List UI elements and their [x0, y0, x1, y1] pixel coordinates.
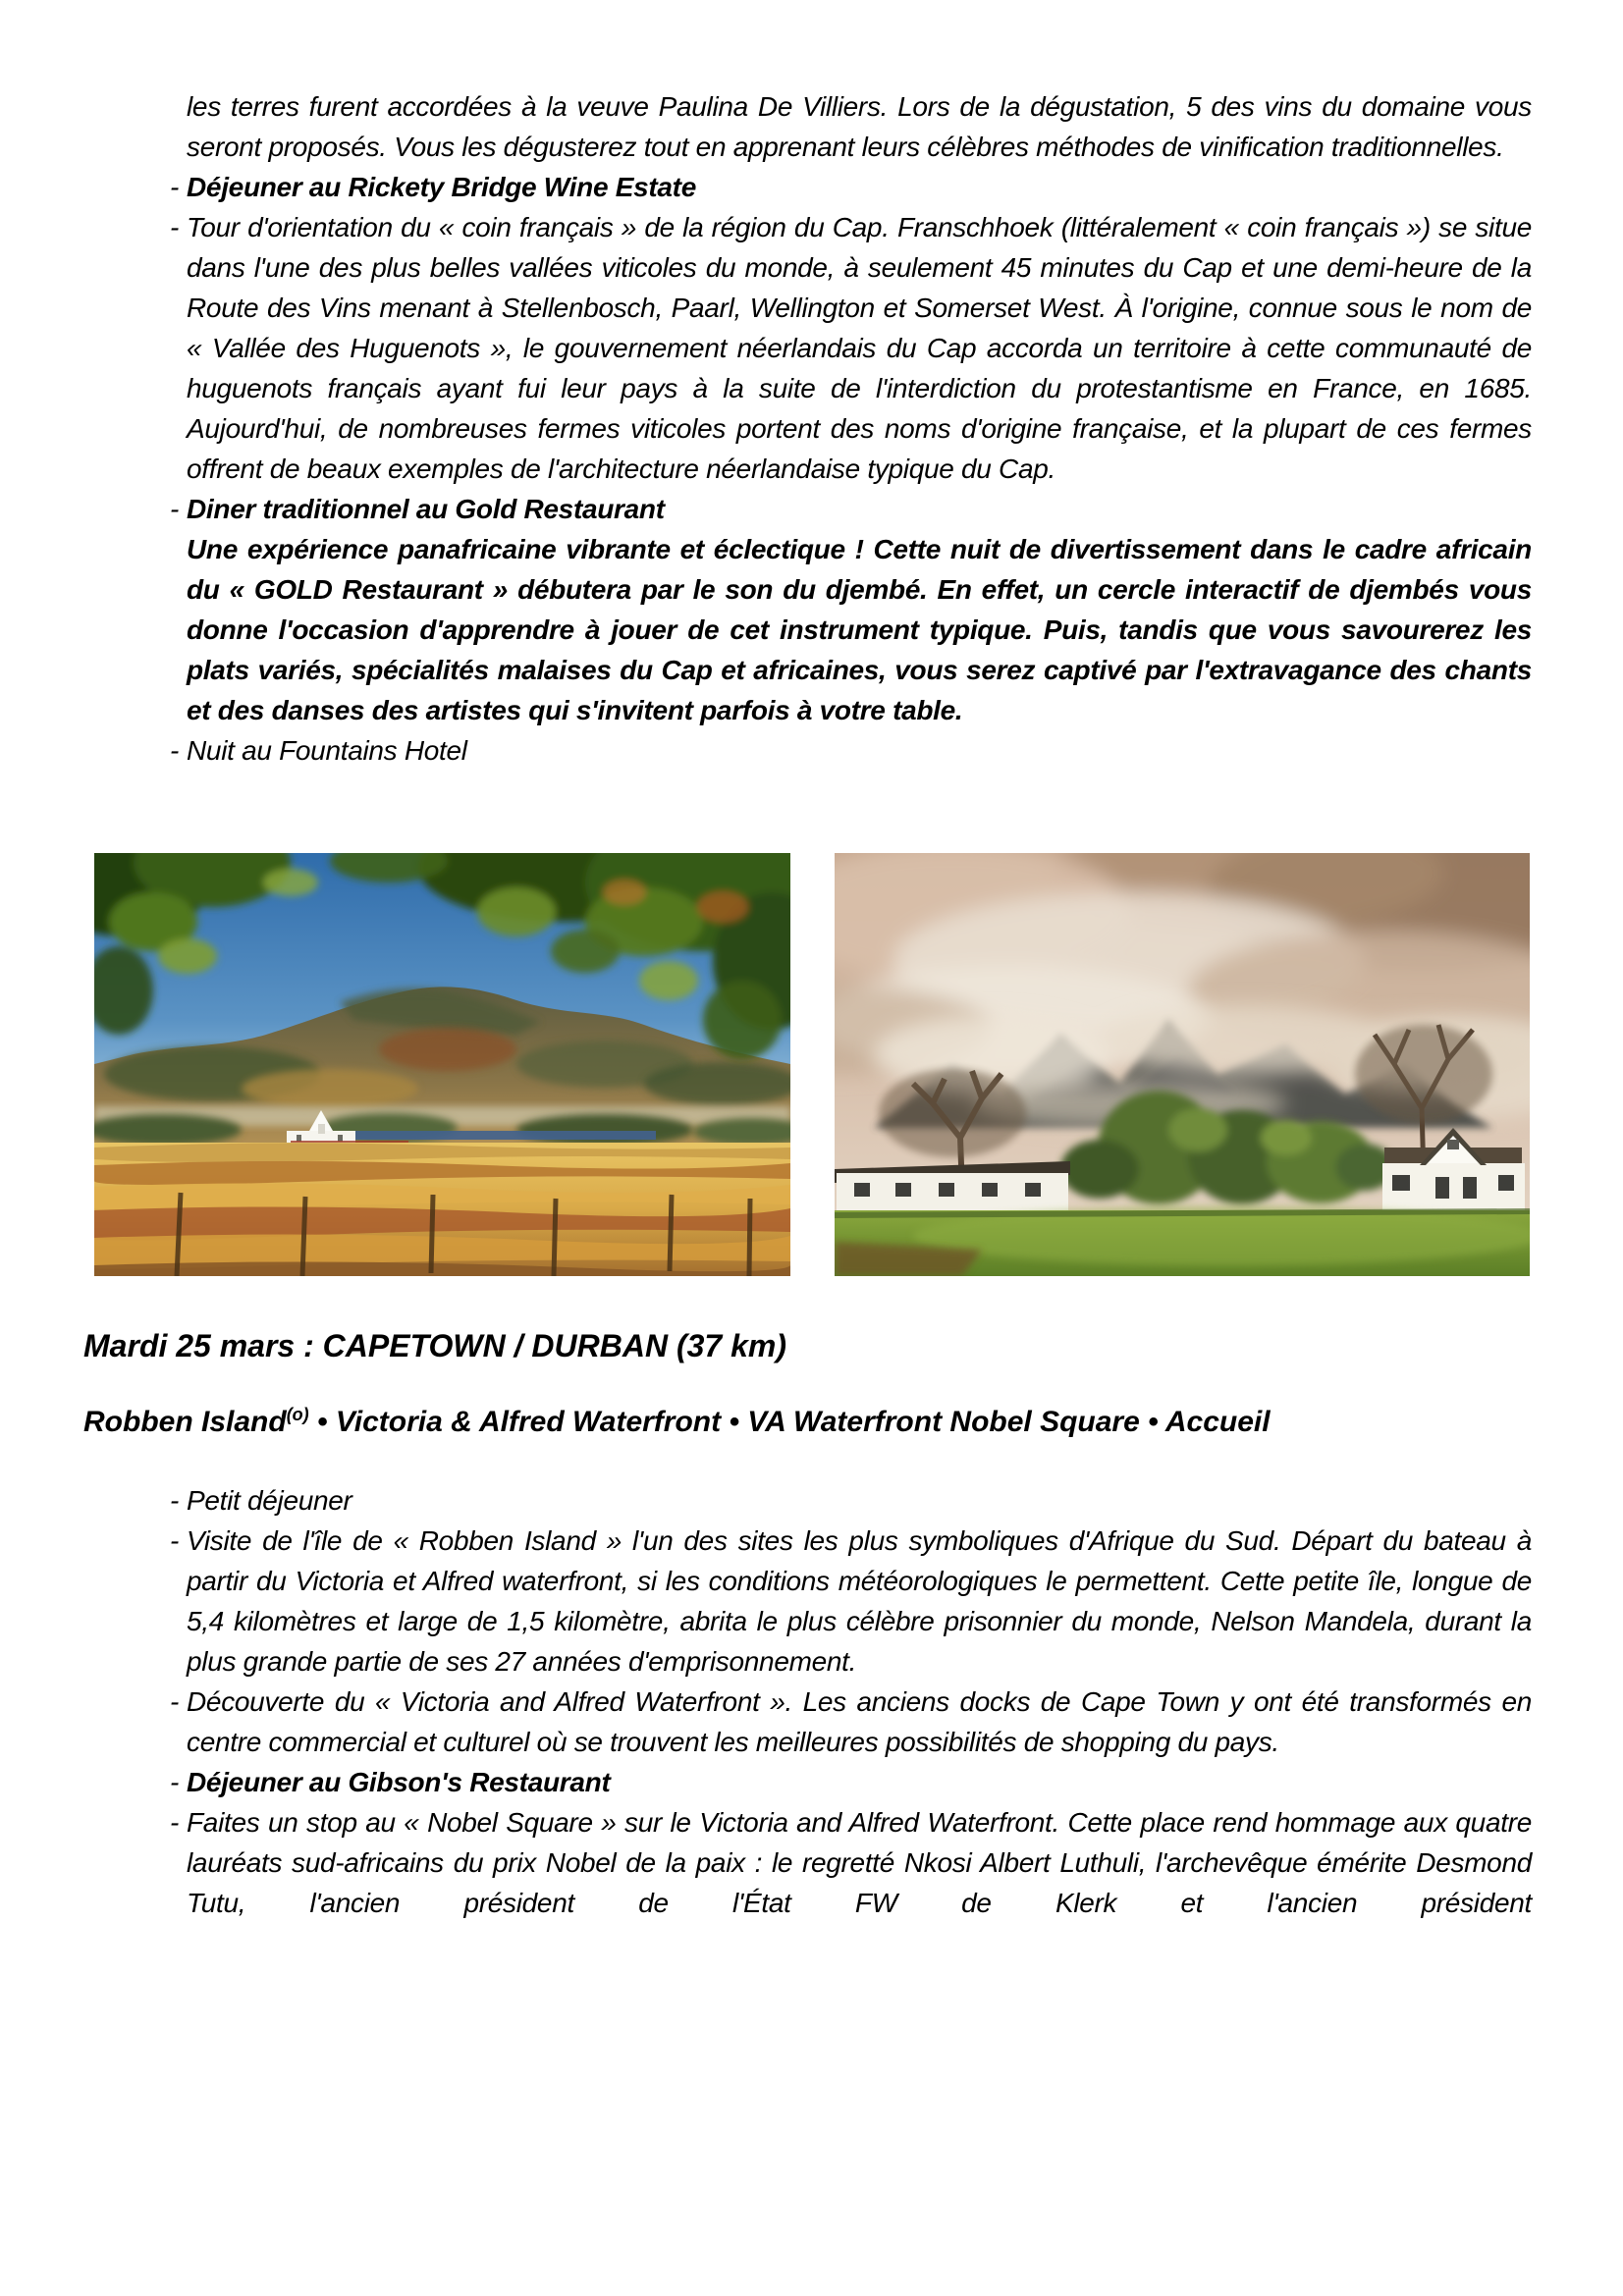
item-dinner-gold [170, 489, 1532, 529]
gold-restaurant-detail: Une expérience panafricaine vibrante et éclectique ! Cette nuit de divertissement dans le cadre africain du « GOLD Restaurant » débutera par le son du djembé. En effet, un cercle interactif de djembés vous donne l'occasion d'apprendre à jouer de cet instrument typique. Puis, tandis que vous savourerez les plats variés, spécialités malaises du Cap et africaines, vous serez captivé par l'extravagance des chants et des danses des artistes qui s'invitent parfois à votre table. [187, 534, 1532, 725]
item-waterfront-discovery-text: Découverte du « Victoria and Alfred Waterfront ». Les anciens docks de Cape Town y ont été transformés en centre commercial et culturel où se trouvent les meilleures possibilités de shopping du pays. [187, 1686, 1532, 1757]
intro-paragraph: les terres furent accordées à la veuve Paulina De Villiers. Lors de la dégustation, 5 des vins du domaine vous seront proposés. Vous les dégusterez tout en apprenant leurs célèbres méthodes de vinification traditionnelles. [187, 91, 1532, 162]
item-orientation-tour-text: Tour d'orientation du « coin français » de la région du Cap. Franschhoek (littéralement « coin français ») se situe dans l'une des plus belles vallées viticoles du monde, à seulement 45 minutes du Cap et une demi-heure de la Route des Vins menant à Stellenbosch, Paarl, Wellington et Somerset West. À l'origine, connue sous le nom de « Vallée des Huguenots », le gouvernement néerlandais du Cap accorda un territoire à cette communauté de huguenots français ayant fui leur pays à la suite de l'interdiction du protestantisme en France, en 1685. Aujourd'hui, de nombreuses fermes viticoles portent des noms d'origine française, et la plupart de ces fermes offrent de beaux exemples de l'architecture néerlandaise typique du Cap. [187, 212, 1532, 484]
item-breakfast-text: Petit déjeuner [187, 1485, 352, 1516]
bullet-dash: - [170, 212, 180, 242]
day2-program [83, 1480, 1532, 1923]
route-robben-island: Robben Island [83, 1406, 287, 1438]
item-lunch-rickety [170, 167, 1532, 207]
item-orientation-tour [170, 207, 1532, 489]
item-breakfast [170, 1480, 1532, 1521]
item-nobel-square-text: Faites un stop au « Nobel Square » sur le Victoria and Alfred Waterfront. Cette place rend hommage aux quatre lauréats sud-africains du prix Nobel de la paix : le regretté Nkosi Albert Luthuli, l'archevêque émérite Desmond Tutu, l'ancien président de l'État FW de Klerk et l'ancien président [187, 1807, 1532, 1918]
item-nobel-square [170, 1802, 1532, 1923]
item-waterfront-discovery [170, 1682, 1532, 1762]
bullet-dash: - [170, 1525, 180, 1556]
bullet-dash: - [170, 1767, 180, 1797]
bullet-dash: - [170, 735, 180, 766]
farm-lawn [835, 1206, 1530, 1276]
bullet-dash: - [170, 1807, 180, 1838]
bullet-dash: - [170, 494, 180, 524]
vineyard-field [94, 1143, 790, 1276]
bullet-dash: - [170, 1485, 180, 1516]
item-lunch-rickety-text: Déjeuner au Rickety Bridge Wine Estate [187, 172, 696, 202]
route-rest: • Victoria & Alfred Waterfront • VA Waterfront Nobel Square • Accueil [308, 1406, 1271, 1438]
route-summary [83, 1400, 1532, 1445]
item-robben-island-visit-text: Visite de l'île de « Robben Island » l'un des sites les plus symboliques d'Afrique du Sud. Départ du bateau à partir du Victoria et Alfred waterfront, si les conditions météorologiques le permettent. Cette petite île, longue de 5,4 kilomètres et large de 1,5 kilomètre, abrita le plus célèbre prisonnier du monde, Nelson Mandela, durant la plus grande partie de ses 27 années d'emprisonnement. [187, 1525, 1532, 1677]
item-lunch-gibsons [170, 1762, 1532, 1802]
photo-cape-dutch-farm [835, 853, 1530, 1276]
item-night-fountains [170, 730, 1532, 771]
photo-row [94, 853, 1532, 1276]
bullet-dash: - [170, 1686, 180, 1717]
item-robben-island-visit [170, 1521, 1532, 1682]
photo-vineyard-autumn [94, 853, 790, 1276]
item-dinner-gold-text: Diner traditionnel au Gold Restaurant [187, 494, 665, 524]
item-lunch-gibsons-text: Déjeuner au Gibson's Restaurant [187, 1767, 611, 1797]
day-heading: Mardi 25 mars : CAPETOWN / DURBAN (37 km) [83, 1328, 786, 1363]
item-night-fountains-text: Nuit au Fountains Hotel [187, 735, 467, 766]
route-option-superscript: (o) [286, 1405, 309, 1424]
bullet-dash: - [170, 172, 180, 202]
